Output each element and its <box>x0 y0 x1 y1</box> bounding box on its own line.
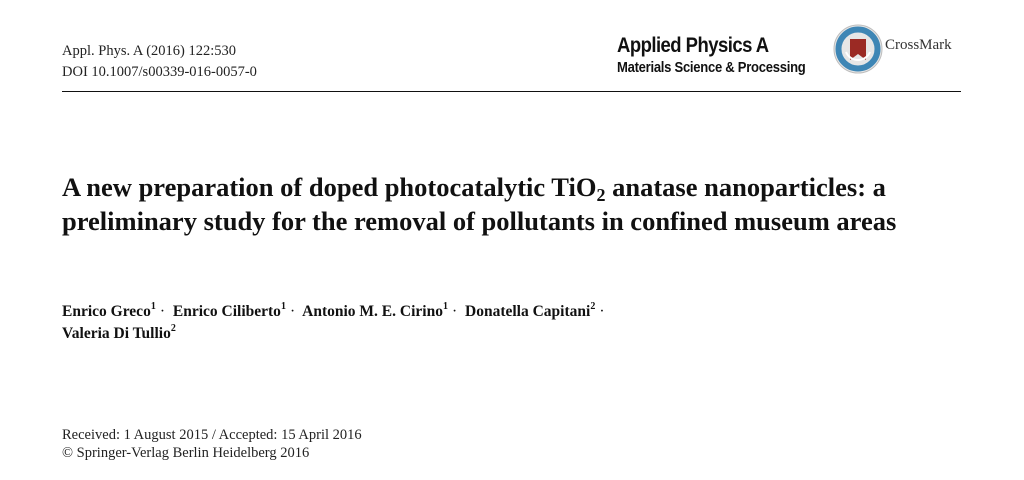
crossmark-label: CrossMark <box>885 37 952 53</box>
author-affiliation: 1 <box>442 301 448 312</box>
journal-subtitle: Materials Science & Processing <box>617 60 806 76</box>
journal-logo <box>617 34 826 76</box>
author-name[interactable]: Enrico Ciliberto <box>172 303 281 320</box>
author-affiliation: 2 <box>170 323 176 334</box>
title-subscript: 2 <box>596 185 606 205</box>
citation-line: Appl. Phys. A (2016) 122:530 <box>62 43 237 59</box>
author-separator: · <box>599 303 605 320</box>
citation-block <box>62 41 257 83</box>
crossmark-icon <box>832 23 884 75</box>
received-accepted-line: Received: 1 August 2015 / Accepted: 15 April 2016 <box>62 427 362 443</box>
author-name[interactable]: Donatella Capitani <box>465 303 591 320</box>
author-separator: · <box>159 303 165 320</box>
author-name[interactable]: Valeria Di Tullio <box>62 325 171 342</box>
header-rule <box>62 91 961 92</box>
author-affiliation: 1 <box>280 301 286 312</box>
article-title <box>62 171 962 238</box>
author-separator: · <box>289 303 296 320</box>
copyright-line: © Springer-Verlag Berlin Heidelberg 2016 <box>62 445 310 461</box>
title-part-1: A new preparation of doped photocatalytic TiO <box>62 172 597 202</box>
doi-line[interactable]: DOI 10.1007/s00339-016-0057-0 <box>62 64 257 80</box>
author-list <box>62 301 962 345</box>
author-name[interactable]: Enrico Greco <box>62 303 151 320</box>
publication-dates <box>62 426 362 462</box>
crossmark-badge[interactable] <box>832 23 962 79</box>
article-header <box>62 28 961 92</box>
author-affiliation: 1 <box>150 301 156 312</box>
author-name[interactable]: Antonio M. E. Cirino <box>302 303 443 320</box>
author-separator: · <box>451 303 458 320</box>
author-affiliation: 2 <box>590 301 596 312</box>
title-part-2: anatase nanoparticles: a preliminary study for the removal of pollutants in confined museum areas <box>62 172 897 236</box>
journal-name: Applied Physics A <box>617 34 769 57</box>
